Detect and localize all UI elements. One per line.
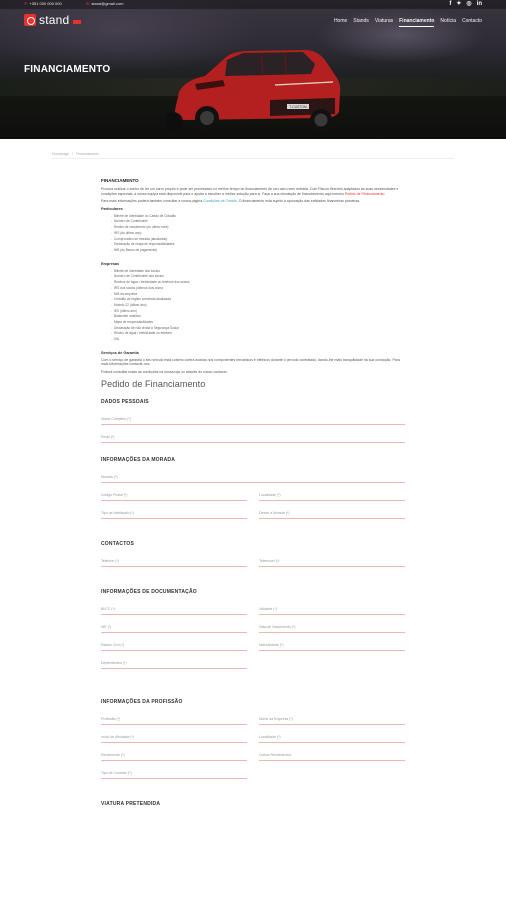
site-logo[interactable] <box>24 13 81 27</box>
contactos-grid <box>101 555 405 573</box>
localidade-empresa-field[interactable]: Localidade (*) <box>259 731 405 743</box>
outros-rendimentos-field[interactable]: Outros Rendimentos <box>259 749 405 761</box>
dependentes-field[interactable]: Dependentes (*) <box>101 657 247 669</box>
list-item: - Bilhete de Identidade dos sócios <box>114 269 405 275</box>
data-nascimento-field[interactable]: Data de Nascimento (*) <box>259 621 405 633</box>
localidade-field[interactable]: Localidade (*) <box>259 489 405 501</box>
intro-paragraph-2 <box>101 199 405 204</box>
email-contact[interactable] <box>86 1 123 6</box>
section-title: VIATURA PRETENDIDA <box>101 800 161 807</box>
social-links <box>449 1 482 8</box>
tipo-habitacao-field[interactable]: Tipo de Habitação (*) <box>101 507 247 519</box>
section-documentacao <box>101 589 405 675</box>
section-title: CONTACTOS <box>101 540 135 547</box>
breadcrumb <box>52 152 99 156</box>
list-item: - Recibo de água / eletricidade ou telefone <box>114 331 405 337</box>
list-item: - NIB (do Banco de pagamento) <box>114 248 405 254</box>
section-title: INFORMAÇÕES DA PROFISSÃO <box>101 698 183 705</box>
list-item: - NIB da empresa <box>114 292 405 298</box>
codigo-postal-field[interactable]: Código Postal (*) <box>101 489 247 501</box>
section-dados-pessoais <box>101 399 405 443</box>
list-item: - IVA <box>114 337 405 343</box>
morada-grid <box>101 489 405 525</box>
nome-completo-field[interactable]: Nome Completo (*) <box>101 413 405 425</box>
mail-icon: ✉ <box>86 1 90 6</box>
validade-field[interactable]: Validade (*) <box>259 603 405 615</box>
list-item: - Certidão de registo comercial atualizada <box>114 297 405 303</box>
intro-text-3: . O financiamento está sujeito à aprovação das entidades financeiras parceiras. <box>236 199 361 204</box>
desde-morada-field[interactable]: Desde a Morada (*) <box>259 507 405 519</box>
intro-text-1: Procura realizar o sonho de ter um carro próprio e pode ser processado no melhor tempo do financiamento de seu carro sem entrada. Com Planos flexíveis adaptados às suas necessidades e condições especiais, a nossa equipa está disponível para o ajudar a escolher a melhor solução para si. Faça a sua simulação de financiamento aqui mesmo <box>101 187 399 196</box>
email-field[interactable]: Email (*) <box>101 431 405 443</box>
list-item: - Número de Contribuinte <box>114 219 405 225</box>
breadcrumb-current: Financiamento <box>76 152 100 156</box>
profissao-grid <box>101 713 405 785</box>
list-item: - Declaração de não dívida à Segurança Social <box>114 326 405 332</box>
rendimento-field[interactable]: Rendimento (*) <box>101 749 247 761</box>
page-title: FINANCIAMENTO <box>24 64 111 75</box>
documentacao-grid <box>101 603 405 675</box>
nav-stands[interactable]: Stands <box>353 18 369 24</box>
list-item: - Bilhete de Identidade ou Cartão de Cidadão <box>114 214 405 220</box>
linkedin-icon[interactable]: in <box>476 1 482 7</box>
list-item: - Número de Contribuinte dos sócios <box>114 274 405 280</box>
tipo-contrato-field[interactable]: Tipo de Contrato (*) <box>101 767 247 779</box>
form-title: Pedido de Financiamento <box>101 378 206 389</box>
empresas-list <box>101 269 405 343</box>
phone-icon: ✆ <box>24 1 28 6</box>
morada-field[interactable]: Morada (*) <box>101 471 405 483</box>
twitter-icon[interactable]: ✦ <box>456 1 462 7</box>
svg-text:T-CUSTOM: T-CUSTOM <box>289 105 307 110</box>
section-morada <box>101 457 405 525</box>
inicio-atividade-field[interactable]: Início de Atividade (*) <box>101 731 247 743</box>
main-content <box>101 178 405 815</box>
list-item: - IRS dos sócios (últimos dois anos) <box>114 286 405 292</box>
nav-viaturas[interactable]: Viaturas <box>374 18 394 24</box>
email-text: stand@gmail.com <box>91 1 124 6</box>
servicos-paragraph-1: Com o serviço de garantia o seu veículo está coberto contra avarias nos componentes mecânicos e elétricos durante o período contratado, dando-lhe mais tranquilidade na sua condução. Para mais informações contacte-nos. <box>101 357 400 367</box>
nav-financiamento[interactable]: Financiamento <box>399 18 434 27</box>
list-item: - Mapa de responsabilidades <box>114 320 405 326</box>
section-profissao <box>101 699 405 785</box>
naturalidade-field[interactable]: Naturalidade (*) <box>259 639 405 651</box>
profissao-field[interactable]: Profissão (*) <box>101 713 247 725</box>
servicos-paragraph-2: Poderá consultar todas as condições na nossa loja ou através do nosso contacto. <box>101 370 228 375</box>
list-item: - Comprovativo de morada (atualizado) <box>114 237 405 243</box>
intro-text-2: Para mais informações poderá também consultar a nossa página <box>101 199 204 204</box>
car-image <box>165 40 345 135</box>
list-item: - IES (último ano) <box>114 309 405 315</box>
servicos-heading: Serviços de Garantia <box>101 350 139 355</box>
section-viatura <box>101 801 405 807</box>
list-item: - Recibos de água / eletricidade ou telefone dos sócios <box>114 280 405 286</box>
main-nav <box>334 18 482 27</box>
telemovel-field[interactable]: Telemóvel (*) <box>259 555 405 567</box>
nav-home[interactable]: Home <box>333 18 348 24</box>
list-item: - Declaração de mapa de responsabilidades <box>114 242 405 248</box>
intro-link-2[interactable]: Condições de Crédito <box>203 199 237 204</box>
telefone-field[interactable]: Telefone (*) <box>101 555 247 567</box>
phone-contact[interactable] <box>24 1 62 6</box>
nav-noticia[interactable]: Notícia <box>440 18 456 24</box>
empresas-heading: Empresas <box>101 261 120 266</box>
list-item: - Balancete analítico <box>114 314 405 320</box>
particulares-heading: Particulares <box>101 206 123 211</box>
list-item: - Recibo de vencimento (do último mês) <box>114 225 405 231</box>
estado-civil-field[interactable]: Estado Civil (*) <box>101 639 247 651</box>
intro-paragraph-1 <box>101 187 405 196</box>
hero-banner <box>0 0 506 139</box>
breadcrumb-separator: / <box>72 152 74 156</box>
nav-contacto[interactable]: Contacto <box>461 18 482 24</box>
section-title: INFORMAÇÕES DA MORADA <box>101 456 176 463</box>
section-title: INFORMAÇÕES DE DOCUMENTAÇÃO <box>101 588 197 595</box>
list-item: - Modelo 22 (último ano) <box>114 303 405 309</box>
nome-empresa-field[interactable]: Nome da Empresa (*) <box>259 713 405 725</box>
breadcrumb-divider <box>52 158 454 159</box>
nif-field[interactable]: NIF (*) <box>101 621 247 633</box>
section-title: DADOS PESSOAIS <box>101 398 149 405</box>
phone-text: +351 000 000 000 <box>29 1 62 6</box>
logo-mark <box>24 14 36 26</box>
logo-text: stand <box>39 13 70 27</box>
list-item: - IRS (do último ano) <box>114 231 405 237</box>
bicc-field[interactable]: BI/CC (*) <box>101 603 247 615</box>
section-contactos <box>101 541 405 573</box>
intro-heading: FINANCIAMENTO <box>101 178 139 183</box>
breadcrumb-home[interactable]: Homepage <box>52 152 70 156</box>
particulares-list <box>101 214 405 254</box>
facebook-icon[interactable]: f <box>449 1 452 7</box>
top-bar <box>0 0 506 9</box>
intro-link-1[interactable]: Pedido de Financiamento <box>344 191 385 196</box>
logo-accent <box>73 20 81 24</box>
instagram-icon[interactable]: ◎ <box>466 1 472 7</box>
